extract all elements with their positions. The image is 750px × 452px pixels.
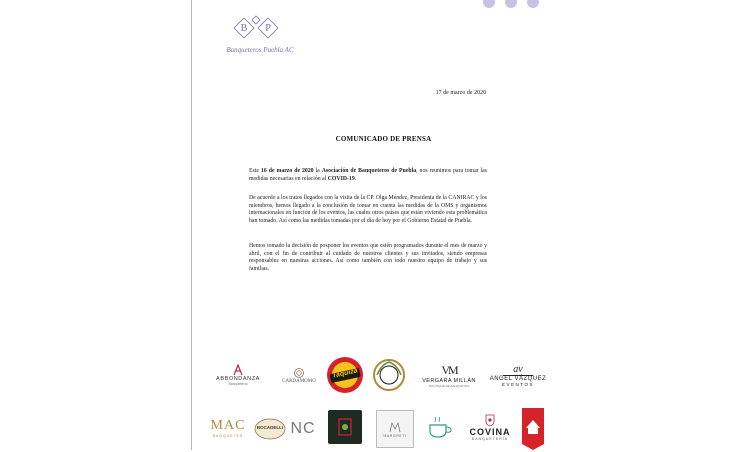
paragraph-1: Este 16 de marzo de 2020 la Asociación de Banqueteros de Puebla, nos reunimos para tomar las medidas necesarias en relación al COVID-19.: [249, 168, 487, 182]
sponsor-angel-vazquez: av ANGEL VÁZQUEZ EVENTOS: [489, 363, 547, 387]
logo-caption: Banqueteros Puebla AC: [226, 46, 294, 54]
margreti-icon: [388, 420, 402, 434]
teacup-icon: [424, 413, 454, 443]
sponsor-crest: [370, 357, 408, 393]
covina-crest-icon: [484, 413, 496, 427]
laurel-crest-icon: [371, 357, 407, 393]
logo-letter-p: P: [265, 23, 271, 34]
paragraph-3: Hemos tomado la decisión de posponer los eventos que estén programados durante el mes de marzo y abril, con el fin de contribuir al cuidado de nuestros clientes y sus invitados, siendo empresas responsables en nuestras acciones. Así como también con todo nuestro equipo de trabajo y sus familias.: [249, 243, 487, 272]
sponsor-bocadelli: BOCADELLI: [252, 414, 288, 444]
dot-icon: [505, 0, 517, 8]
left-border-line: [191, 0, 192, 450]
sponsor-dark-badge: [328, 410, 362, 444]
association-logo-icon: [230, 14, 284, 44]
dot-icon: [527, 0, 539, 8]
sponsor-taquiza: Taquiza: [324, 355, 366, 395]
red-banner-icon: [520, 408, 546, 450]
letter-title: COMUNICADO DE PRENSA: [335, 135, 432, 143]
left-margin: [0, 0, 192, 450]
right-margin: [575, 0, 750, 450]
sponsor-red-banner: [520, 408, 546, 450]
sponsor-vergara-millan: VM VERGARA MILLÁN BOUTIQUE DE BANQUETES: [422, 362, 476, 388]
decorative-dots: [483, 0, 539, 8]
sponsor-nc: NC: [290, 420, 316, 437]
logo-letter-b: B: [240, 23, 248, 34]
paragraph-2: De acuerdo a los tratos llegados con la visita de la CP. Olga Méndez, Presidenta de la CANIRAC y los miembros, hemos llegado a la conclusión de tomar en cuenta las medidas de la OMS y organismos internacionales en función de los eventos, las cuales otros países que están viviendo esta problemática han tomado. Así como las medidas tomadas por el día de hoy por el Gobierno Estatal de Puebla.: [249, 195, 487, 224]
sponsor-covina: COVINA BANQUETERÍA: [462, 408, 518, 446]
sponsor-abbondanza: ABBONDANZA Banquetería: [206, 360, 270, 390]
dark-badge-icon: [335, 415, 355, 439]
sponsor-margreti: MARGRETI: [376, 410, 414, 448]
sponsor-cardamomo: CARDAMOMO: [274, 360, 324, 390]
sponsor-mac: MAC BANQUETES: [210, 418, 246, 438]
abbondanza-icon: [232, 364, 244, 376]
dot-icon: [483, 0, 495, 8]
cardamomo-icon: [292, 367, 306, 379]
letter-date: 17 de marzo de 2020: [435, 90, 486, 96]
sponsor-logos: [200, 352, 560, 452]
sponsor-teacup: [422, 412, 456, 444]
